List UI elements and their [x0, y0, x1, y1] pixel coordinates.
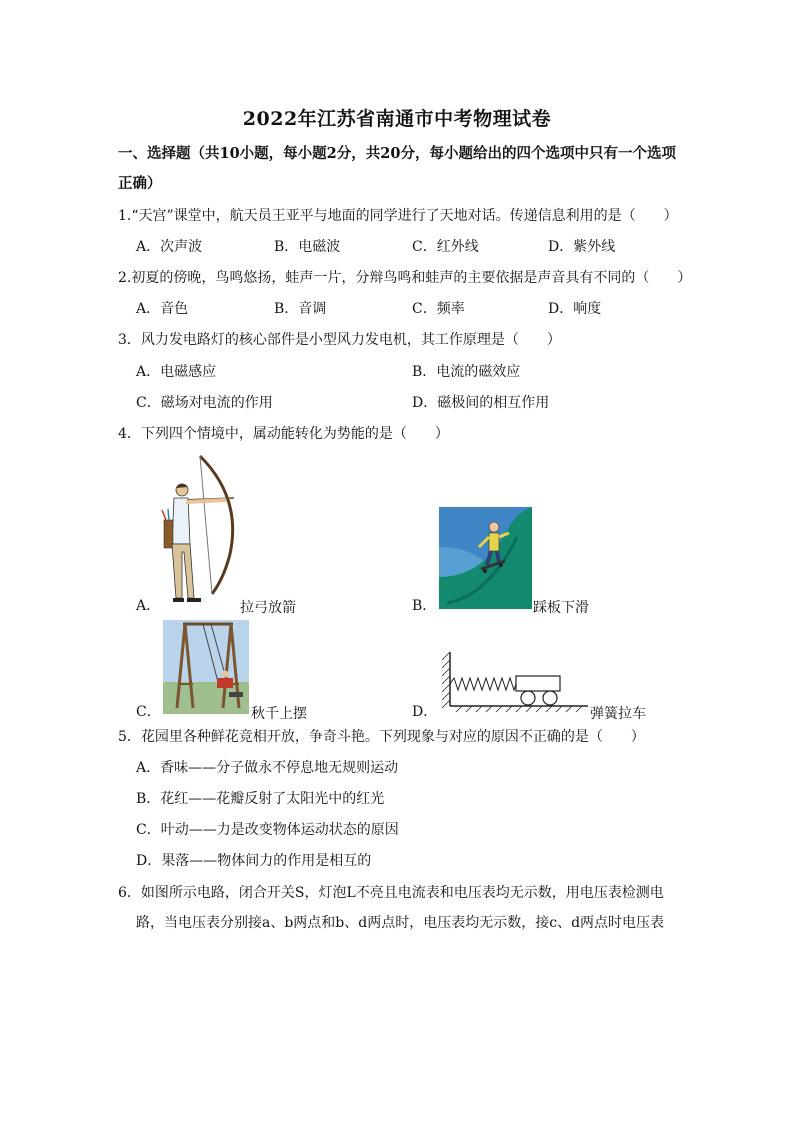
question-5-option-c: C．叶动——力是改变物体运动状态的原因 — [136, 822, 399, 838]
question-4-option-b-caption: 踩板下滑 — [533, 600, 589, 616]
spring-cart-icon — [436, 650, 588, 714]
question-4-option-a-caption: 拉弓放箭 — [240, 600, 296, 616]
question-1-stem: 1.“天宫”课堂中，航天员王亚平与地面的同学进行了天地对话。传递信息利用的是（ ） — [118, 208, 678, 224]
question-3-option-c: C．磁场对电流的作用 — [136, 395, 273, 411]
question-1-option-b: B．电磁波 — [274, 239, 341, 255]
section-heading-line1: 一、选择题（共10小题，每小题2分，共20分，每小题给出的四个选项中只有一个选项 — [118, 145, 676, 162]
section-heading-line2: 正确） — [118, 175, 162, 192]
question-4-option-c-letter: C． — [136, 704, 161, 720]
question-5-option-b: B．花红——花瓣反射了太阳光中的红光 — [136, 791, 385, 807]
question-2-stem: 2.初夏的傍晚，鸟鸣悠扬，蛙声一片，分辩鸟鸣和蛙声的主要依据是声音具有不同的（ ） — [118, 270, 692, 286]
question-4-option-d-caption: 弹簧拉车 — [590, 706, 646, 722]
question-4-stem: 4．下列四个情境中，属动能转化为势能的是（ ） — [118, 426, 449, 442]
question-1-option-c: C．红外线 — [412, 239, 479, 255]
swing-icon — [163, 620, 249, 714]
question-1-option-d: D．紫外线 — [548, 239, 616, 255]
question-2-option-a: A．音色 — [136, 301, 189, 317]
question-1-option-a: A．次声波 — [136, 239, 203, 255]
question-6-stem-line1: 6．如图所示电路，闭合开关S，灯泡L不亮且电流表和电压表均无示数，用电压表检测电 — [118, 885, 664, 901]
question-4-option-a-letter: A． — [136, 598, 161, 614]
question-5-stem: 5．花园里各种鲜花竞相开放，争奇斗艳。下列现象与对应的原因不正确的是（ ） — [118, 729, 645, 745]
question-5-option-d: D．果落——物体间力的作用是相互的 — [136, 853, 372, 869]
question-3-option-d: D．磁极间的相互作用 — [412, 395, 550, 411]
question-3-stem: 3．风力发电路灯的核心部件是小型风力发电机，其工作原理是（ ） — [118, 332, 561, 348]
question-2-option-b: B．音调 — [274, 301, 327, 317]
section-heading — [118, 139, 688, 199]
question-5-option-a: A．香味——分子做永不停息地无规则运动 — [136, 760, 399, 776]
question-4-option-d-letter: D． — [412, 704, 438, 720]
skateboard-slope-icon — [439, 507, 532, 609]
question-4-option-c-caption: 秋千上摆 — [251, 706, 307, 722]
archer-icon — [160, 452, 242, 607]
question-2-option-c: C．频率 — [412, 301, 465, 317]
question-2-option-d: D．响度 — [548, 301, 602, 317]
question-3-option-b: B．电流的磁效应 — [412, 364, 521, 380]
question-6-stem-line2: 路，当电压表分别接a、b两点和b、d两点时，电压表均无示数，接c、d两点时电压表 — [136, 915, 665, 931]
question-4-option-b-letter: B． — [412, 598, 437, 614]
question-3-option-a: A．电磁感应 — [136, 364, 217, 380]
page-title: 2022年江苏省南通市中考物理试卷 — [242, 108, 552, 130]
